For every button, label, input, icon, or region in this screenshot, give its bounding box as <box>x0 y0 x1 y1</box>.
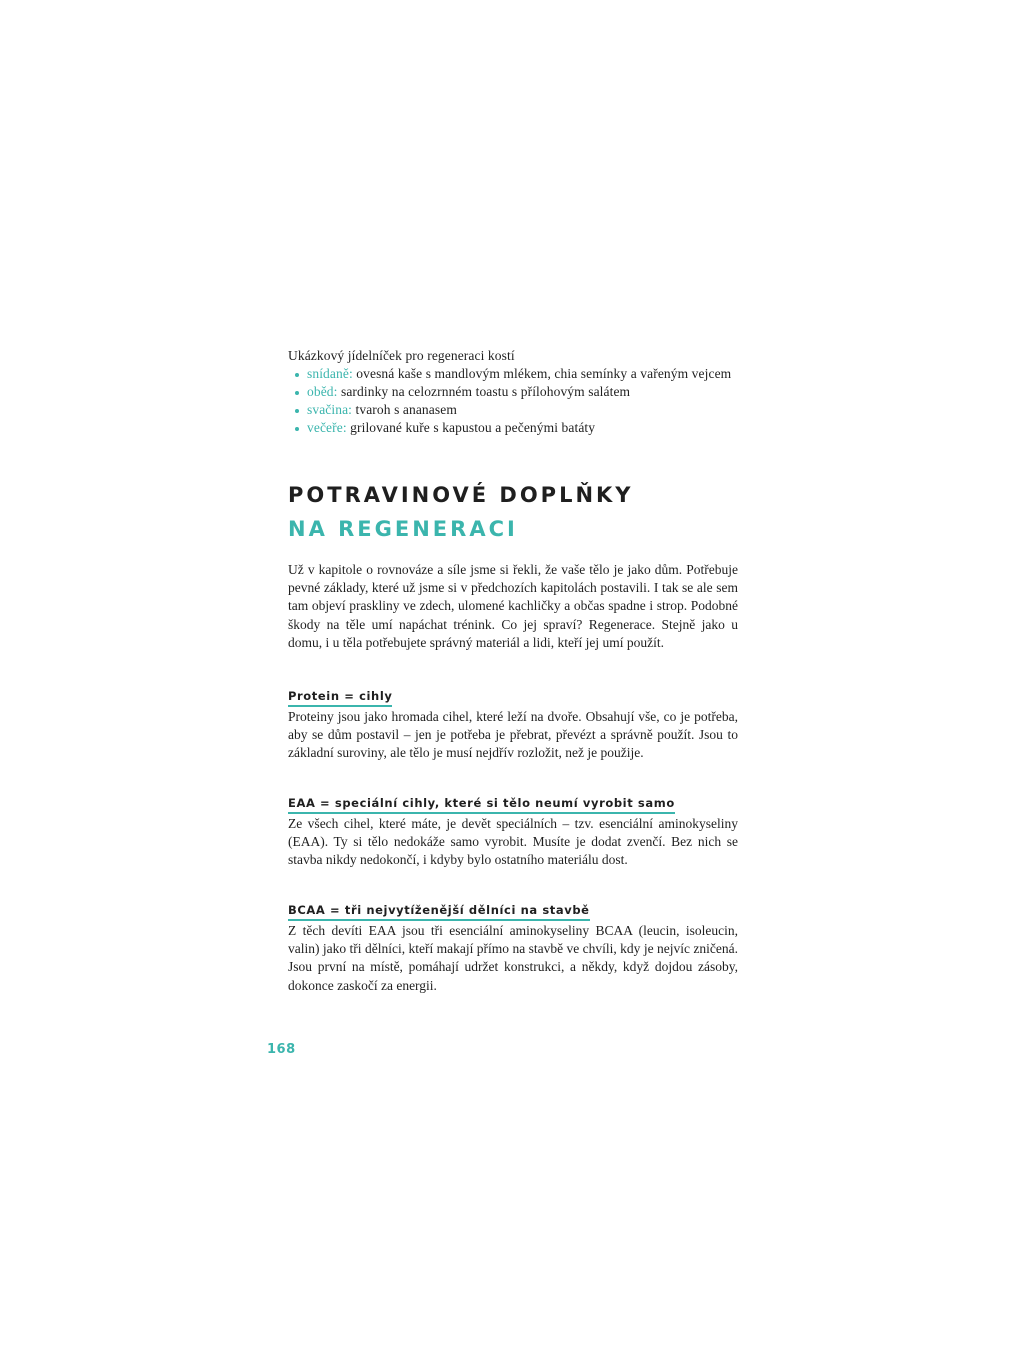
meal-text: grilované kuře s kapustou a pečenými batáty <box>346 420 596 435</box>
meal-text: tvaroh s ananasem <box>352 402 457 417</box>
section-text: Ze všech cihel, které máte, je devět speciálních – tzv. esenciální aminokyseliny (EAA). Ty si tělo nedokáže samo vyrobit. Musíte je dodat zvenčí. Bez nich se stavba nikdy nedokončí, i kdyby bylo ostatního materiálu dost. <box>288 816 738 868</box>
section-text: Proteiny jsou jako hromada cihel, které leží na dvoře. Obsahují vše, co je potřeba, aby se dům postavil – jen je potřeba je přebrat, převézt a správně použít. Jsou to základní suroviny, ale tělo je musí nejdřív rozložit, než je použije. <box>288 709 738 761</box>
meal-label: večeře: <box>307 420 347 435</box>
meal-item-snack <box>288 401 748 419</box>
chapter-heading-line-2: NA REGENERACI <box>288 517 518 541</box>
page-number: 168 <box>267 1042 296 1057</box>
section-heading: Protein = cihly <box>288 689 392 707</box>
bullet-icon <box>295 427 299 431</box>
meal-item-breakfast <box>288 365 748 383</box>
meal-label: snídaně: <box>307 366 353 381</box>
meal-plan-title: Ukázkový jídelníček pro regeneraci kostí <box>288 348 515 363</box>
meal-item-dinner <box>288 419 748 437</box>
meal-item-lunch <box>288 383 748 401</box>
sample-meal-plan <box>288 346 748 437</box>
bullet-icon <box>295 373 299 377</box>
chapter-heading-line-1: POTRAVINOVÉ DOPLŇKY <box>288 483 634 507</box>
section-protein <box>288 687 738 763</box>
bullet-icon <box>295 391 299 395</box>
meal-plan-list <box>288 365 748 437</box>
section-bcaa <box>288 901 738 995</box>
section-heading: BCAA = tři nejvytíženější dělníci na stavbě <box>288 903 590 921</box>
chapter-heading <box>288 478 758 546</box>
meal-text: sardinky na celozrnném toastu s přílohovým salátem <box>337 384 631 399</box>
section-heading: EAA = speciální cihly, které si tělo neumí vyrobit samo <box>288 796 675 814</box>
intro-paragraph: Už v kapitole o rovnováze a síle jsme si řekli, že vaše tělo je jako dům. Potřebuje pevné základy, které už jsme si v předchozích kapitolách postavili. I tak se ale sem tam objeví praskliny ve zdech, ulomené kachličky a občas spadne i strop. Podobné škody na těle umí napáchat trénink. Co jej spraví? Regenerace. Stejně jako u domu, i u těla potřebujete správný materiál a lidi, kteří jej umí použít. <box>288 562 738 650</box>
section-eaa <box>288 794 738 870</box>
meal-text: ovesná kaše s mandlovým mlékem, chia semínky a vařeným vejcem <box>352 366 732 381</box>
section-text: Z těch devíti EAA jsou tři esenciální aminokyseliny BCAA (leucin, isoleucin, valin) jako tři dělníci, kteří makají přímo na stavbě ve chvíli, kdy je nejvíc zničená. Jsou první na místě, pomáhají udržet konstrukci, a někdy, když dojdou zásoby, dokonce zaskočí za energii. <box>288 923 738 993</box>
meal-label: svačina: <box>307 402 353 417</box>
bullet-icon <box>295 409 299 413</box>
meal-label: oběd: <box>307 384 338 399</box>
